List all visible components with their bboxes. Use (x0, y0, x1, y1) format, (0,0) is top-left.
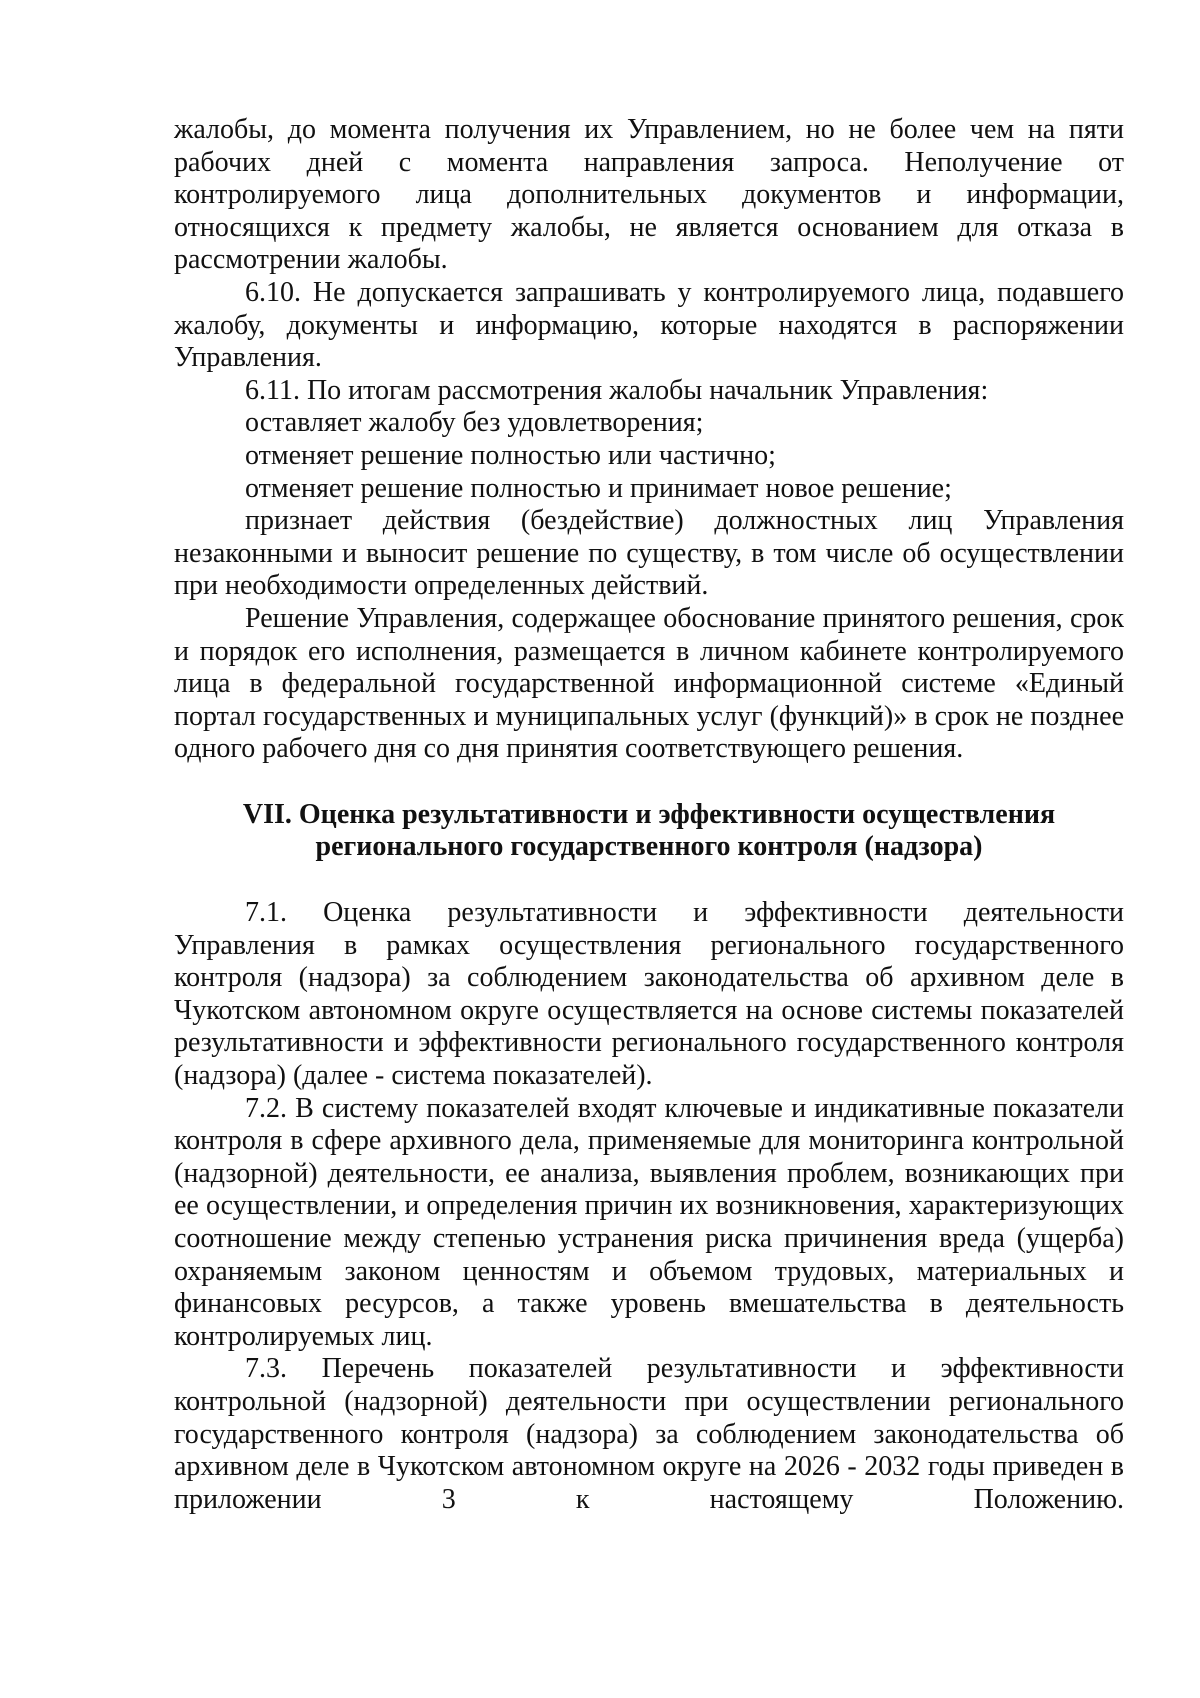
paragraph-7-3: 7.3. Перечень показателей результативности и эффективности контрольной (надзорной) деятельности при осуществлении регионального государственного контроля (надзора) за соблюдением законодательства об архивном деле в Чукотском автономном округе на 2026 - 2032 годы приведен в приложении 3 к настоящему Положению. (174, 1353, 1124, 1515)
section-heading-line-1: VII. Оценка результативности и эффективности осуществления (242, 798, 1056, 830)
list-item-cancel-new-decision: отменяет решение полностью и принимает новое решение; (245, 472, 952, 504)
list-item-recognize-illegal: признает действия (бездействие) должностных лиц Управления незаконными и выносит решение по существу, в том числе об осуществлении при необходимости определенных действий. (174, 505, 1124, 602)
paragraph-6-11: 6.11. По итогам рассмотрения жалобы начальник Управления: (245, 374, 989, 406)
paragraph-decision-placement: Решение Управления, содержащее обоснование принятого решения, срок и порядок его исполнения, размещается в личном кабинете контролируемого лица в федеральной государственной информационной системе «Единый портал государственных и муниципальных услуг (функций)» в срок не позднее одного рабочего дня со дня принятия соответствующего решения. (174, 602, 1124, 765)
list-item-cancel-partially: отменяет решение полностью или частично; (245, 439, 776, 471)
paragraph-7-2: 7.2. В систему показателей входят ключевые и индикативные показатели контроля в сфере архивного дела, применяемые для мониторинга контрольной (надзорной) деятельности, ее анализа, выявления проблем, возникающих при ее осуществлении, и определения причин их возникновения, характеризующих соотношение между степенью устранения риска причинения вреда (ущерба) охраняемым законом ценностям и объемом трудовых, материальных и финансовых ресурсов, а также уровень вмешательства в деятельность контролируемых лиц. (174, 1092, 1124, 1352)
list-item-leave-without-satisfaction: оставляет жалобу без удовлетворения; (245, 407, 704, 439)
paragraph-7-1: 7.1. Оценка результативности и эффективности деятельности Управления в рамках осуществления регионального государственного контроля (надзора) за соблюдением законодательства об архивном деле в Чукотском автономном округе осуществляется на основе системы показателей результативности и эффективности регионального государственного контроля (надзора) (далее - система показателей). (174, 897, 1124, 1092)
paragraph-6-10: 6.10. Не допускается запрашивать у контролируемого лица, подавшего жалобу, документы и информацию, которые находятся в распоряжении Управления. (174, 276, 1124, 374)
section-heading-vii (174, 799, 1124, 864)
paragraph-complaint-documents: жалобы, до момента получения их Управлением, но не более чем на пяти рабочих дней с момента направления запроса. Неполучение от контролируемого лица дополнительных документов и информации, относящихся к предмету жалобы, не является основанием для отказа в рассмотрении жалобы. (174, 114, 1124, 276)
document-page (174, 114, 1124, 1516)
section-heading-line-2: регионального государственного контроля (надзора) (315, 831, 983, 863)
